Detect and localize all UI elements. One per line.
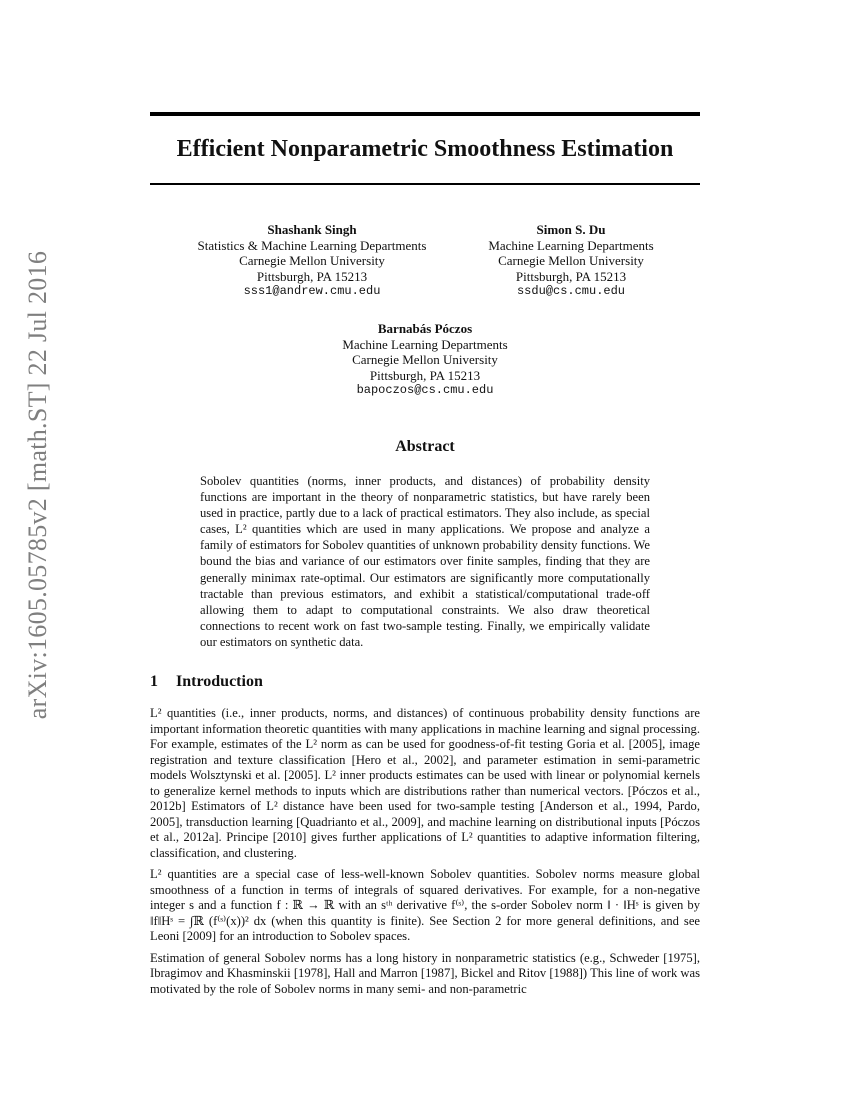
section-title: Introduction: [176, 673, 263, 690]
author-name: Simon S. Du: [536, 222, 606, 237]
author-address: Pittsburgh, PA 15213: [369, 367, 481, 383]
author-email: bapoczos@cs.cmu.edu: [356, 383, 494, 398]
author-block: [466, 222, 676, 300]
author-affiliation: Machine Learning Departments: [488, 237, 654, 253]
title-bottom-rule: [150, 183, 700, 185]
body-paragraph: L² quantities are a special case of less-well-known Sobolev quantities. Sobolev norms measure global smoothness of a function in terms of integrals of squared derivatives. For example, for a non-negative integer s and a function f : ℝ → ℝ with an sᵗʰ derivative f⁽ˢ⁾, the s-order Sobolev norm ‖ · ‖Hˢ is given by ‖f‖Hˢ = ∫ℝ (f⁽ˢ⁾(x))² dx (when this quantity is finite). See Section 2 for more general definitions, and see Leoni [2009] for an introduction to Sobolev spaces.: [150, 867, 700, 943]
author-institution: Carnegie Mellon University: [498, 253, 644, 269]
author-affiliation: Machine Learning Departments: [342, 336, 508, 352]
section-number: 1: [150, 673, 158, 690]
author-name: Barnabás Póczos: [377, 321, 473, 336]
section-heading: [150, 673, 263, 691]
author-address: Pittsburgh, PA 15213: [256, 268, 368, 284]
author-email: sss1@andrew.cmu.edu: [243, 284, 381, 299]
body-paragraph: L² quantities (i.e., inner products, norms, and distances) of continuous probability density functions are important information theoretic quantities with many applications in machine learning and signal processing. For example, estimates of the L² norm as can be used for goodness-of-fit testing Goria et al. [2005], image registration and texture classification [Hero et al., 2002], and parameter estimation in semi-parametric models Wolsztynski et al. [2005]. L² inner products estimates can be used with linear or polynomial kernels to generalize kernel methods to inputs which are distributions rather than numerical vectors. [Póczos et al., 2012b] Estimators of L² distance have been used for two-sample testing [Anderson et al., 1994, Pardo, 2005], transduction learning [Quadrianto et al., 2009], and machine learning on distributional inputs [Póczos et al., 2012a]. Principe [2010] gives further applications of L² quantities to adaptive information filtering, classification, and clustering.: [150, 706, 700, 860]
author-institution: Carnegie Mellon University: [352, 352, 498, 368]
abstract-text: Sobolev quantities (norms, inner products, and distances) of probability density functions are important in the theory of nonparametric statistics, but have rarely been used in practice, partly due to a lack of practical estimators. They also include, as special cases, L² quantities which are used in many applications. We propose and analyze a family of estimators for Sobolev quantities of unknown probability density functions. We bound the bias and variance of our estimators over finite samples, finding that they are generally minimax rate-optimal. Our estimators are significantly more computationally tractable than previous estimators, and exhibit a statistical/computational trade-off allowing them to adapt to computational constraints. We also draw theoretical connections to recent work on fast two-sample testing. Finally, we empirically validate our estimators on synthetic data.: [200, 474, 650, 649]
arxiv-identifier: arXiv:1605.05785v2 [math.ST] 22 Jul 2016: [23, 250, 52, 720]
author-address: Pittsburgh, PA 15213: [515, 268, 627, 284]
author-institution: Carnegie Mellon University: [239, 253, 385, 269]
section-body: [150, 706, 700, 1003]
author-block: [172, 222, 452, 300]
abstract-heading: Abstract: [395, 438, 455, 455]
author-affiliation: Statistics & Machine Learning Departments: [197, 237, 427, 253]
title-top-rule: [150, 112, 700, 116]
author-block: [300, 321, 550, 399]
author-email: ssdu@cs.cmu.edu: [516, 284, 626, 299]
paper-title: Efficient Nonparametric Smoothness Estimation: [176, 136, 674, 162]
body-paragraph: Estimation of general Sobolev norms has a long history in nonparametric statistics (e.g., Schweder [1975], Ibragimov and Khasminskii [1978], Hall and Marron [1987], Bickel and Ritov [1988]) This line of work was motivated by the role of Sobolev norms in many semi- and non-parametric: [150, 950, 700, 996]
author-name: Shashank Singh: [267, 222, 357, 237]
